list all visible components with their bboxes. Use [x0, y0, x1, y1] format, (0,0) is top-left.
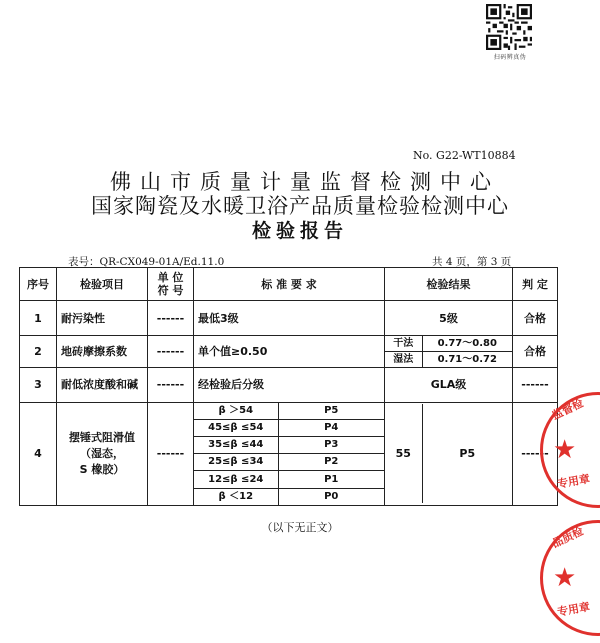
grade-row: [194, 488, 384, 505]
header-standard: 标 准 要 求: [194, 268, 385, 301]
row-unit: ------: [148, 336, 194, 368]
row-unit: ------: [148, 368, 194, 402]
org-title-primary: 佛山市质量计量监督检测中心: [110, 170, 500, 194]
grade-row: [194, 436, 384, 453]
row-result-split: [385, 336, 513, 368]
row-unit: ------: [148, 301, 194, 336]
grade-range: 12≤β ≤24: [194, 471, 278, 488]
table-row: [20, 301, 558, 336]
seal-text: 品质检: [550, 524, 586, 551]
inspection-results-table: [19, 267, 558, 506]
header-seq: 序号: [20, 268, 57, 301]
row-seq: 1: [20, 301, 57, 336]
table-row: [20, 402, 558, 506]
star-icon: ★: [553, 563, 577, 593]
grade-row: [194, 471, 384, 488]
row-standard: 最低3级: [194, 301, 385, 336]
row-result: GLA级: [385, 368, 513, 402]
value-wet: 0.71～0.72: [422, 352, 512, 368]
end-of-content-note: （以下无正文）: [261, 521, 339, 534]
grade-range: 35≤β ≤44: [194, 436, 278, 453]
method-wet: 湿法: [385, 352, 422, 368]
slip-result: [385, 404, 512, 503]
result-value: 55: [385, 404, 422, 503]
row-item: 耐污染性: [57, 301, 148, 336]
slip-grade-table: [194, 403, 384, 506]
row-result: 5级: [385, 301, 513, 336]
grade-range: β ＞54: [194, 403, 278, 420]
table-row: [20, 368, 558, 402]
grade-label: P1: [278, 471, 384, 488]
row-unit: ------: [148, 402, 194, 506]
row-result-split: [385, 402, 513, 506]
org-title-secondary: 国家陶瓷及水暖卫浴产品质量检验检测中心: [91, 194, 509, 218]
grade-label: P0: [278, 488, 384, 505]
header-unit: 单 位 符 号: [148, 268, 194, 301]
result-grade: P5: [422, 404, 512, 503]
grade-row: [194, 403, 384, 420]
friction-results: [385, 336, 512, 367]
seal-use-text: 专用章: [556, 472, 591, 491]
qr-code-icon: [486, 4, 532, 50]
grade-row: [194, 419, 384, 436]
row-judge: 合格: [513, 336, 558, 368]
grade-label: P5: [278, 403, 384, 420]
row-item: 耐低浓度酸和碱: [57, 368, 148, 402]
grade-range: β ＜12: [194, 488, 278, 505]
report-title: 检验报告: [251, 220, 348, 242]
seal-text: 监督检: [550, 396, 586, 423]
grade-label: P2: [278, 454, 384, 471]
qr-caption: 扫码辨真伪: [493, 54, 527, 61]
row-item: 摆锤式阻滑值 （湿态， S 橡胶）: [57, 402, 148, 506]
official-seal-stamp: [540, 520, 600, 636]
value-dry: 0.77～0.80: [422, 336, 512, 352]
form-number: 表号：QR-CX049-01A/Ed.11.0: [68, 256, 225, 268]
table-row: [20, 336, 558, 368]
grade-table-cell: [194, 402, 385, 506]
header-judge: 判 定: [513, 268, 558, 301]
row-standard: 单个值≥0.50: [194, 336, 385, 368]
row-item: 地砖摩擦系数: [57, 336, 148, 368]
report-number: No. G22-WT10884: [413, 149, 516, 162]
header-item: 检验项目: [57, 268, 148, 301]
grade-row: [194, 454, 384, 471]
row-standard: 经检验后分级: [194, 368, 385, 402]
grade-range: 25≤β ≤34: [194, 454, 278, 471]
grade-range: 45≤β ≤54: [194, 419, 278, 436]
row-seq: 2: [20, 336, 57, 368]
page-indicator: 共 4 页，第 3 页: [432, 256, 512, 268]
star-icon: ★: [553, 435, 577, 465]
row-judge: 合格: [513, 301, 558, 336]
table-header-row: [20, 268, 558, 301]
row-judge: ------: [513, 368, 558, 402]
header-result: 检验结果: [385, 268, 513, 301]
row-judge: ------: [513, 402, 558, 506]
grade-label: P4: [278, 419, 384, 436]
method-dry: 干法: [385, 336, 422, 352]
grade-label: P3: [278, 436, 384, 453]
row-seq: 4: [20, 402, 57, 506]
seal-use-text: 专用章: [556, 600, 591, 619]
row-seq: 3: [20, 368, 57, 402]
